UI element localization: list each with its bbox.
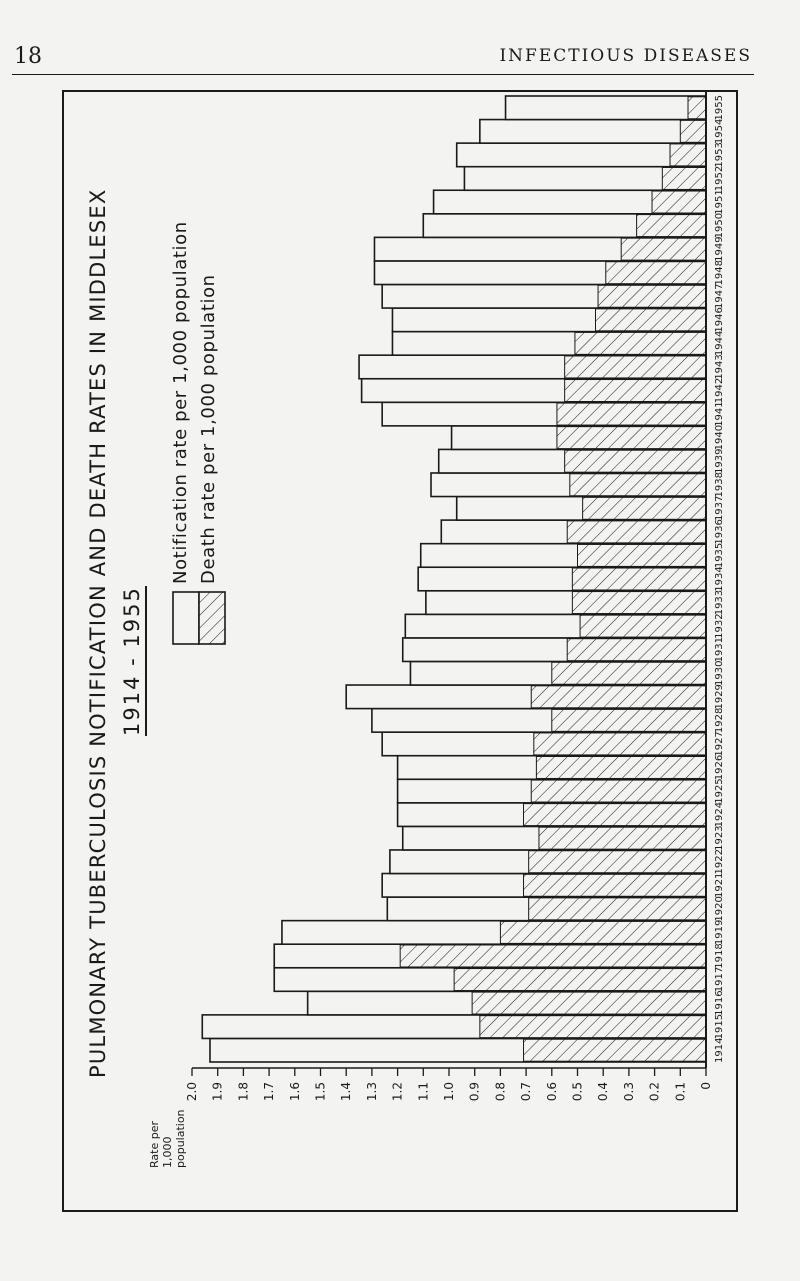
year-label-1939: 1939 <box>714 448 725 474</box>
year-label-1935: 1935 <box>714 542 725 569</box>
legend-label-notification: Notification rate per 1,000 population <box>170 221 191 584</box>
legend-swatch-death <box>199 592 225 644</box>
bar-death-1936 <box>567 521 706 543</box>
bar-death-1935 <box>578 544 707 566</box>
tick-label: 0.1 <box>673 1082 688 1102</box>
year-label-1948: 1948 <box>714 259 725 286</box>
year-label-1933: 1933 <box>714 589 725 616</box>
year-label-1942: 1942 <box>714 377 725 404</box>
tick-label: 1.4 <box>339 1082 354 1102</box>
year-label-1936: 1936 <box>714 519 725 545</box>
bar-death-1932 <box>580 615 706 637</box>
year-label-1928: 1928 <box>714 707 725 734</box>
legend-label-death: Death rate per 1,000 population <box>198 274 219 584</box>
bar-death-1917 <box>454 969 706 991</box>
year-label-1943: 1943 <box>714 354 725 380</box>
year-label-1952: 1952 <box>714 165 725 192</box>
bar-death-1926 <box>536 757 706 779</box>
tick-label: 0.3 <box>621 1082 636 1102</box>
year-label-1918: 1918 <box>714 943 725 969</box>
year-label-1930: 1930 <box>714 660 725 686</box>
year-label-1954: 1954 <box>714 118 725 145</box>
bar-death-1920 <box>529 898 706 920</box>
year-label-1924: 1924 <box>714 801 725 828</box>
tick-label: 1.7 <box>262 1082 277 1102</box>
tick-label: 0.7 <box>519 1082 534 1102</box>
year-label-1919: 1919 <box>714 919 725 946</box>
year-label-1916: 1916 <box>714 990 725 1016</box>
tick-label: 0.9 <box>467 1082 482 1102</box>
year-label-1914: 1914 <box>714 1037 725 1063</box>
tick-label: 1.1 <box>416 1082 431 1102</box>
tick-label: 1.8 <box>236 1082 251 1102</box>
tick-label: 0 <box>699 1082 713 1090</box>
tick-label: 0.2 <box>647 1082 662 1102</box>
bar-notification-1954 <box>480 120 706 144</box>
year-label-1925: 1925 <box>714 778 725 804</box>
bar-notification-1953 <box>457 143 706 167</box>
tick-label: 2.0 <box>185 1082 199 1102</box>
bar-death-1951 <box>652 191 706 213</box>
bar-death-1939 <box>565 450 706 472</box>
bar-death-1933 <box>572 592 706 614</box>
bar-death-1929 <box>531 686 706 708</box>
year-label-1926: 1926 <box>714 754 725 781</box>
year-label-1920: 1920 <box>714 896 725 922</box>
bar-death-1940 <box>557 427 706 449</box>
bar-death-1916 <box>472 992 706 1014</box>
tick-label: 1.5 <box>313 1082 328 1102</box>
bar-death-1944 <box>575 332 706 354</box>
tick-label: 0.5 <box>570 1082 585 1102</box>
bar-death-1949 <box>621 238 706 260</box>
legend-swatch-notification <box>173 592 199 644</box>
bar-death-1946 <box>595 309 706 331</box>
bar-death-1930 <box>552 662 706 684</box>
bar-death-1924 <box>524 804 706 826</box>
bar-death-1938 <box>570 474 706 496</box>
running-head: INFECTIOUS DISEASES <box>499 46 752 66</box>
year-label-1941: 1941 <box>714 401 725 427</box>
bar-death-1918 <box>400 945 706 967</box>
bar-death-1937 <box>583 497 706 519</box>
year-label-1949: 1949 <box>714 236 725 262</box>
bar-death-1953 <box>670 144 706 166</box>
bar-death-1915 <box>480 1016 706 1038</box>
year-label-1934: 1934 <box>714 566 725 592</box>
year-label-1931: 1931 <box>714 636 725 663</box>
tick-label: 1.2 <box>390 1082 405 1102</box>
bar-death-1941 <box>557 403 706 425</box>
bar-death-1922 <box>529 851 706 873</box>
bar-death-1927 <box>534 733 706 755</box>
year-label-1937: 1937 <box>714 495 725 522</box>
bar-death-1947 <box>598 285 706 307</box>
chart-title: PULMONARY TUBERCULOSIS NOTIFICATION AND DEATH RATES IN MIDDLESEX <box>86 188 110 1078</box>
year-label-1947: 1947 <box>714 283 725 309</box>
tick-label: 1.0 <box>442 1082 456 1102</box>
bar-death-1914 <box>524 1039 706 1061</box>
bar-death-1934 <box>572 568 706 590</box>
bar-death-1950 <box>637 215 706 237</box>
bar-death-1952 <box>662 167 706 189</box>
year-label-1951: 1951 <box>714 189 725 215</box>
bar-death-1928 <box>552 709 706 731</box>
tick-label: 0.6 <box>544 1082 559 1102</box>
year-label-1923: 1923 <box>714 825 725 851</box>
page-number: 18 <box>14 44 42 69</box>
year-label-1922: 1922 <box>714 849 725 875</box>
axis-label: Rate per 1,000 population <box>148 1109 187 1168</box>
year-label-1944: 1944 <box>714 330 725 357</box>
tick-label: 1.9 <box>210 1082 225 1102</box>
bar-death-1948 <box>606 262 706 284</box>
year-label-1953: 1953 <box>714 142 725 168</box>
year-label-1932: 1932 <box>714 613 725 639</box>
year-label-1915: 1915 <box>714 1013 725 1040</box>
year-label-1917: 1917 <box>714 966 725 993</box>
tick-label: 0.4 <box>596 1082 611 1102</box>
bar-death-1943 <box>565 356 706 378</box>
bar-notification-1955 <box>506 96 706 120</box>
year-label-1927: 1927 <box>714 731 725 757</box>
bar-death-1923 <box>539 827 706 849</box>
year-label-1955: 1955 <box>714 95 725 121</box>
tick-label: 1.6 <box>287 1082 302 1102</box>
year-label-1950: 1950 <box>714 212 725 239</box>
bar-death-1955 <box>688 97 706 119</box>
year-label-1938: 1938 <box>714 472 725 498</box>
bar-death-1931 <box>567 639 706 661</box>
tick-label: 1.3 <box>364 1082 379 1102</box>
year-label-1929: 1929 <box>714 684 725 710</box>
chart-subtitle: 1914 - 1955 <box>120 586 147 736</box>
bar-death-1919 <box>500 921 706 943</box>
year-label-1921: 1921 <box>714 872 725 899</box>
tick-label: 0.8 <box>493 1082 508 1102</box>
year-label-1940: 1940 <box>714 424 725 451</box>
bar-death-1954 <box>680 120 706 142</box>
bar-death-1942 <box>565 380 706 402</box>
year-label-1946: 1946 <box>714 307 725 333</box>
bar-death-1925 <box>531 780 706 802</box>
bar-death-1921 <box>524 874 706 896</box>
